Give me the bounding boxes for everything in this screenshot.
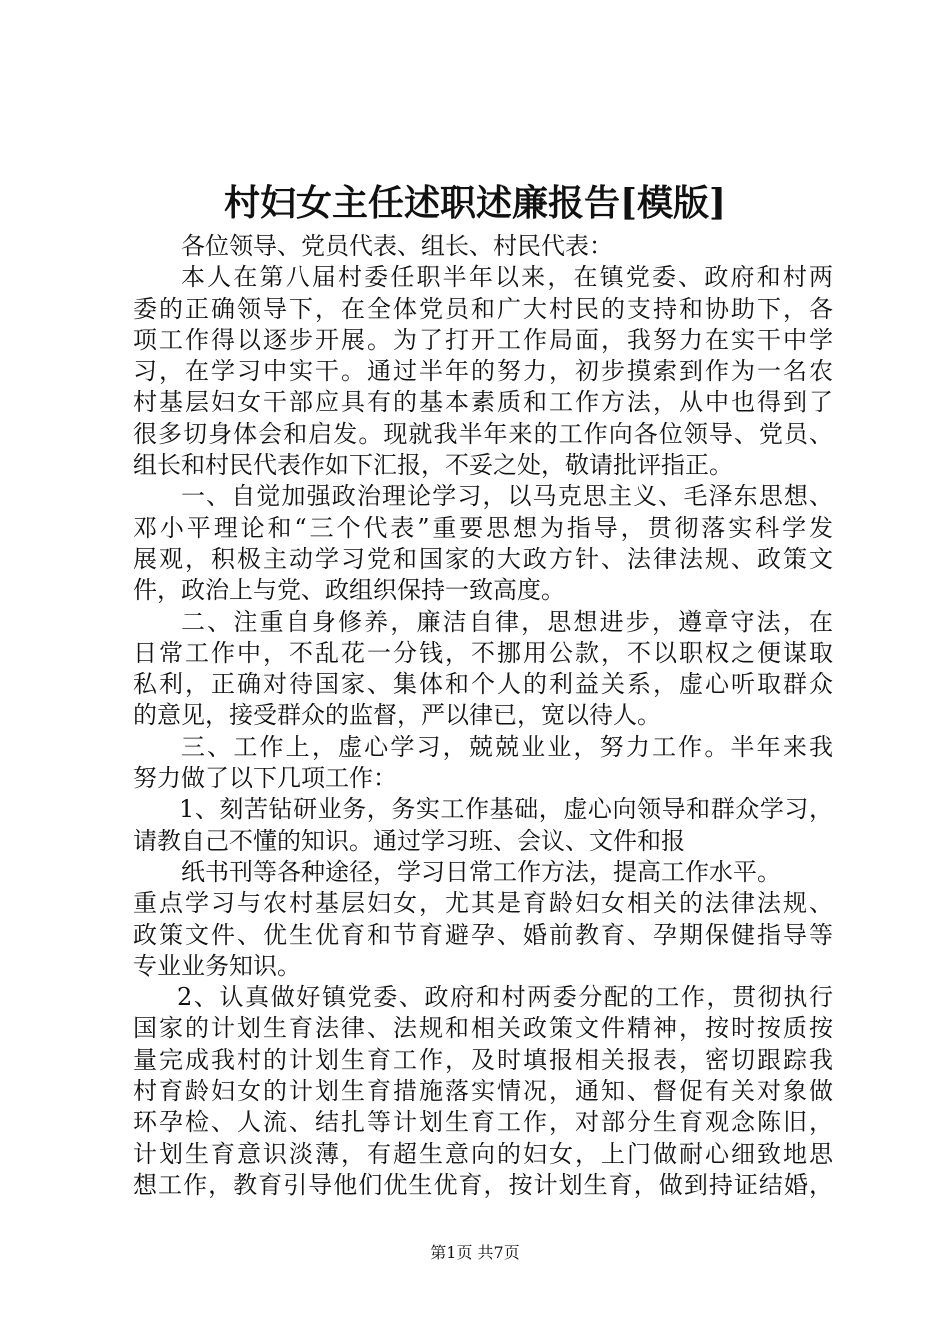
paragraph-line: 2、认真做好镇党委、政府和村两委分配的工作，贯彻执行 — [177, 983, 833, 1012]
paragraph-line: 纸书刊等各种途径，学习日常工作方法，提高工作水平。 — [181, 857, 781, 886]
paragraph-line: 本人在第八届村委任职半年以来，在镇党委、政府和村两 — [181, 263, 833, 292]
paragraph-line: 件，政治上与党、政组织保持一致高度。 — [133, 576, 565, 605]
salutation-line: 各位领导、党员代表、组长、村民代表： — [181, 232, 613, 260]
paragraph-line: 想工作，教育引导他们优生优育，按计划生育，做到持证结婚， — [133, 1170, 833, 1199]
paragraph-line: 专业业务知识。 — [133, 951, 301, 980]
paragraph-line: 一、自觉加强政治理论学习，以马克思主义、毛泽东思想、 — [181, 482, 833, 511]
document-body — [133, 231, 833, 1201]
paragraph-line: 三、工作上，虚心学习，兢兢业业，努力工作。半年来我 — [181, 732, 833, 761]
page-number-footer: 第1页 共7页 — [430, 1243, 520, 1262]
paragraph-line: 村育龄妇女的计划生育措施落实情况，通知、督促有关对象做 — [133, 1077, 833, 1106]
paragraph-line: 重点学习与农村基层妇女，尤其是育龄妇女相关的法律法规、 — [133, 889, 833, 918]
paragraph-line: 的意见，接受群众的监督，严以律已，宽以待人。 — [133, 701, 661, 730]
paragraph-line: 国家的计划生育法律、法规和相关政策文件精神，按时按质按 — [133, 1014, 833, 1043]
paragraph-line: 委的正确领导下，在全体党员和广大村民的支持和协助下，各 — [133, 294, 833, 323]
paragraph-line: 量完成我村的计划生育工作，及时填报相关报表，密切跟踪我 — [133, 1045, 833, 1074]
paragraph-line: 很多切身体会和启发。现就我半年来的工作向各位领导、党员、 — [133, 419, 833, 448]
paragraph-line: 1、刻苦钻研业务，务实工作基础，虚心向领导和群众学习， — [179, 795, 833, 824]
paragraph-line: 日常工作中，不乱花一分钱，不挪用公款，不以职权之便谋取 — [133, 638, 833, 667]
paragraph-line: 二、注重自身修养，廉洁自律，思想进步，遵章守法，在 — [181, 607, 833, 636]
paragraph-line: 邓小平理论和“三个代表”重要思想为指导，贯彻落实科学发 — [133, 513, 833, 542]
paragraph-line: 私利，正确对待国家、集体和个人的利益关系，虚心听取群众 — [133, 670, 833, 699]
document-title: 村妇女主任述职述廉报告[模版] — [223, 182, 727, 224]
paragraph-line: 努力做了以下几项工作： — [133, 764, 397, 793]
paragraph-line: 环孕检、人流、结扎等计划生育工作，对部分生育观念陈旧， — [133, 1108, 833, 1137]
paragraph-line: 请教自己不懂的知识。通过学习班、会议、文件和报 — [133, 826, 685, 855]
paragraph-line: 习，在学习中实干。通过半年的努力，初步摸索到作为一名农 — [133, 357, 833, 386]
paragraph-line: 项工作得以逐步开展。为了打开工作局面，我努力在实干中学 — [133, 325, 833, 354]
paragraph-line: 组长和村民代表作如下汇报，不妥之处，敬请批评指正。 — [133, 451, 733, 480]
paragraph-line: 展观，积极主动学习党和国家的大政方针、法律法规、政策文 — [133, 544, 833, 573]
paragraph-line: 村基层妇女干部应具有的基本素质和工作方法，从中也得到了 — [133, 388, 833, 417]
paragraph-line: 政策文件、优生优育和节育避孕、婚前教育、孕期保健指导等 — [133, 920, 833, 949]
paragraph-line: 计划生育意识淡薄，有超生意向的妇女，上门做耐心细致地思 — [133, 1139, 833, 1168]
